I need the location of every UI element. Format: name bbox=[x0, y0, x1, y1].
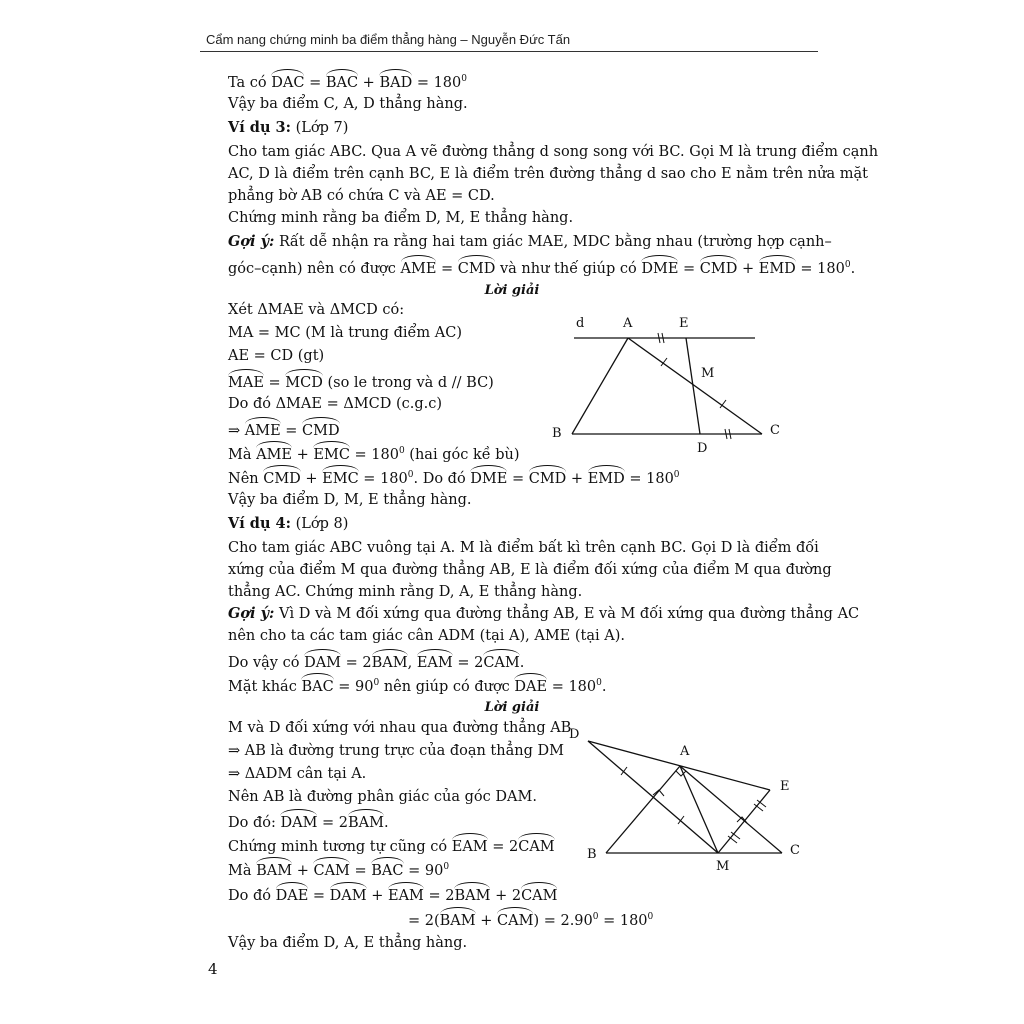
label-m: M bbox=[716, 859, 730, 874]
ex4-solution-line-6: Chứng minh tương tự cũng có EAM = 2CAM bbox=[228, 834, 555, 857]
segment-ed bbox=[686, 338, 700, 434]
ex2-conclusion-equation: Ta có DAC = BAC + BAD = $180^0$ bbox=[228, 70, 467, 93]
ex4-title: Ví dụ 4: (Lớp 8) bbox=[228, 515, 349, 532]
ex3-solution-line-8: Nên CMD + EMC = $180^0$. Do đó DME = CMD + EMD = $180^0$ bbox=[228, 466, 680, 489]
ex4-problem-line-3: thẳng AC. Chứng minh rằng D, A, E thẳng hàng. bbox=[228, 584, 583, 600]
segment-de bbox=[588, 741, 770, 790]
ex3-solution-line-1: Xét ΔMAE và ΔMCD có: bbox=[228, 302, 405, 318]
ex3-solution-line-6: ⇒ AME = CMD bbox=[228, 418, 340, 441]
label-m: M bbox=[701, 366, 715, 381]
ex4-solution-line-7: Mà BAM + CAM = BAC = $90^0$ bbox=[228, 858, 449, 881]
ex3-hint-line-2: góc–cạnh) nên có được AME = CMD và như thế giúp có DME = CMD + EMD = $180^0$. bbox=[228, 256, 855, 279]
ex3-hint-line-1: Gợi ý: Rất dễ nhận ra rằng hai tam giác MAE, MDC bằng nhau (trường hợp cạnh– bbox=[228, 233, 832, 250]
ex3-solution-line-2: MA = MC (M là trung điểm AC) bbox=[228, 325, 462, 341]
segment-me bbox=[718, 790, 770, 853]
ex3-problem-line-4: Chứng minh rằng ba điểm D, M, E thẳng hàng. bbox=[228, 210, 574, 226]
label-dd: D bbox=[697, 441, 708, 456]
label-d: d bbox=[576, 316, 585, 331]
label-b: B bbox=[587, 847, 597, 862]
ex3-problem-line-1: Cho tam giác ABC. Qua A vẽ đường thẳng d song song với BC. Gọi M là trung điểm cạnh bbox=[228, 144, 879, 160]
segment-ac bbox=[628, 338, 762, 434]
ex4-solution-line-5: Do đó: DAM = 2BAM. bbox=[228, 810, 389, 833]
segment-dm bbox=[588, 741, 718, 853]
ex3-solution-line-4: MAE = MCD (so le trong và d // BC) bbox=[228, 370, 494, 393]
ex3-title: Ví dụ 3: (Lớp 7) bbox=[228, 119, 349, 136]
ex4-solution-line-3: ⇒ ΔADM cân tại A. bbox=[228, 766, 367, 782]
ex3-solution-heading: Lời giải bbox=[484, 283, 540, 298]
ex4-solution-line-1: M và D đối xứng với nhau qua đường thẳng AB bbox=[228, 720, 572, 736]
segment-ab bbox=[572, 338, 628, 434]
ex4-solution-line-2: ⇒ AB là đường trung trực của đoạn thẳng DM bbox=[228, 743, 564, 759]
segment-ab bbox=[606, 766, 680, 853]
ex3-solution-line-7: Mà AME + EMC = $180^0$ (hai góc kề bù) bbox=[228, 442, 520, 465]
ex4-hint-line-3: Do vậy có DAM = 2BAM, EAM = 2CAM. bbox=[228, 650, 524, 673]
label-b: B bbox=[552, 426, 562, 441]
ex3-solution-line-3: AE = CD (gt) bbox=[228, 348, 325, 364]
label-d: D bbox=[569, 727, 580, 742]
ex4-figure bbox=[560, 720, 810, 880]
ex4-hint-line-4: Mặt khác BAC = $90^0$ nên giúp có được DAE = $180^0$. bbox=[228, 674, 606, 697]
ex2-conclusion: Vậy ba điểm C, A, D thẳng hàng. bbox=[228, 96, 468, 112]
label-a: A bbox=[623, 316, 633, 331]
ex3-problem-line-3: phẳng bờ AB có chứa C và AE = CD. bbox=[228, 188, 495, 204]
ex3-solution-line-9: Vậy ba điểm D, M, E thẳng hàng. bbox=[228, 492, 472, 508]
ex4-hint-line-2: nên cho ta các tam giác cân ADM (tại A), AME (tại A). bbox=[228, 628, 625, 644]
ex4-solution-heading: Lời giải bbox=[484, 700, 540, 715]
ex4-problem-line-1: Cho tam giác ABC vuông tại A. M là điểm bất kì trên cạnh BC. Gọi D là điểm đối bbox=[228, 540, 819, 556]
angle-bad: BAD bbox=[379, 70, 412, 93]
angle-dac: DAC bbox=[271, 70, 304, 93]
ex3-solution-line-5: Do đó ΔMAE = ΔMCD (c.g.c) bbox=[228, 396, 443, 412]
page-number: 4 bbox=[208, 960, 218, 978]
label-c: C bbox=[790, 843, 800, 858]
ex4-solution-line-10: Vậy ba điểm D, A, E thẳng hàng. bbox=[228, 935, 468, 951]
header-rule bbox=[200, 51, 818, 52]
label-c: C bbox=[770, 423, 780, 438]
ex4-hint-line-1: Gợi ý: Vì D và M đối xứng qua đường thẳng AB, E và M đối xứng qua đường thẳng AC bbox=[228, 605, 860, 622]
label-e: E bbox=[679, 316, 689, 331]
segment-am bbox=[680, 766, 718, 853]
ex3-problem-line-2: AC, D là điểm trên cạnh BC, E là điểm trên đường thẳng d sao cho E nằm trên nửa mặt bbox=[228, 166, 868, 182]
label-a: A bbox=[680, 744, 690, 759]
ex4-problem-line-2: xứng của điểm M qua đường thẳng AB, E là điểm đối xứng của điểm M qua đường bbox=[228, 562, 832, 578]
label-e: E bbox=[780, 779, 790, 794]
ex4-solution-line-8: Do đó DAE = DAM + EAM = 2BAM + 2CAM bbox=[228, 883, 557, 906]
running-header: Cẩm nang chứng minh ba điểm thẳng hàng – Nguyễn Đức Tấn bbox=[206, 32, 571, 47]
ex4-solution-line-9: = $2(BAM + CAM) = 2.90^0 = 180^0$ bbox=[408, 908, 653, 931]
angle-bac: BAC bbox=[326, 70, 358, 93]
ex4-solution-line-4: Nên AB là đường phân giác của góc DAM. bbox=[228, 789, 537, 805]
ex3-figure bbox=[540, 310, 780, 460]
